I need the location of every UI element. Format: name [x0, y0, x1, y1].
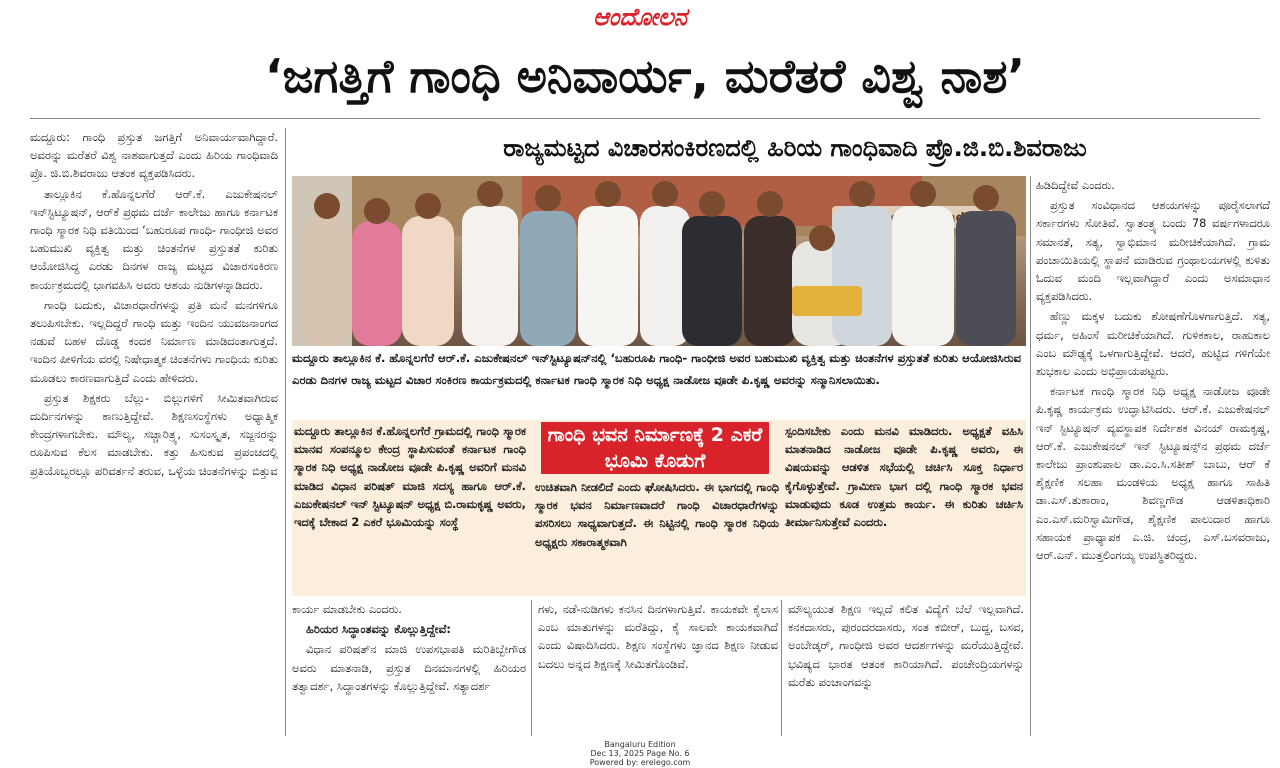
paragraph: ಹಿಡಿದಿದ್ದೇವೆ ಎಂದರು.: [1036, 178, 1115, 192]
column-divider: [285, 128, 286, 736]
paragraph: ಗಳು, ನಡೆ-ನುಡಿಗಳು ಕನಸಿನ ದಿನಗಳಾಗುತ್ತಿವೆ. ಕಾಯಕವೇ ಕೈಲಾಸ ಎಂಬ ಮಾತುಗಳನ್ನು ಮರೆತಿದ್ದು, ಕೈ ಸಾಲವೇ ಕಾಯಕವಾಗಿದೆ ಎಂದು ವಿಷಾದಿಸಿದರು. ಶಿಕ್ಷಣ ಸಂಸ್ಥೆಗಳು ಜ್ಞಾನದ ಶಿಕ್ಷಣ ನೀಡುವ ಬದಲು ಅನ್ನದ ಶಿಕ್ಷಣಕ್ಕೆ ಸೀಮಿತಗೊಂಡಿವೆ.: [538, 602, 778, 671]
headline-divider: [30, 118, 1260, 119]
column-divider: [531, 600, 532, 736]
masthead-logo: ಆಂದೋಲನ: [592, 2, 688, 31]
paragraph: ಕರ್ನಾಟಕ ಗಾಂಧಿ ಸ್ಮಾರಕ ನಿಧಿ ಅಧ್ಯಕ್ಷ ನಾಡೋಜ ವೂಡೇ ಪಿ.ಕೃಷ್ಣ ಕಾರ್ಯಕ್ರಮ ಉದ್ಘಾಟಿಸಿದರು. ಆರ್.ಕೆ. ಎಜುಕೇಷನಲ್ ಇನ್ ಸ್ಟಿಟ್ಯೂಷನ್ ವ್ಯವಸ್ಥಾಪಕ ನಿರ್ದೇಶಕ ವಿನಯ್ ರಾಮಕೃಷ್ಣ, ಆರ್.ಕೆ. ಎಜುಕೇಷನಲ್ ಇನ್ ಸ್ಟಿಟ್ಯೂಷನ್ಸ್‌ನ ಪ್ರಥಮ ದರ್ಜೆ ಕಾಲೇಜು ಪ್ರಾಂಶುಪಾಲ ಡಾ.ಎಂ.ಸಿ.ಸತೀಶ್ ಬಾಬು, ಆರ್ ಕೆ ಶೈಕ್ಷಣಿಕ ಸಲಹಾ ಮಂಡಳಿಯ ಅಧ್ಯಕ್ಷ ಹಾಗೂ ಸಾಹಿತಿ ಡಾ.ಎಸ್.ತುಕಾರಾಂ, ಶಿವಣ್ಣಗೌಡ ಆಡಳಿತಾಧಿಕಾರಿ ಎಂ.ಎಸ್.ಮರಿಸ್ವಾಮಿಗೌಡ, ಶೈಕ್ಷಣಿಕ ಪಾಲುದಾರ ಹಾಗೂ ಸಹಾಯಕ ಪ್ರಾಧ್ಯಾಪಕ ಎ.ಜಿ. ಚಂದ್ರ, ಎಸ್.ಬಸವರಾಜು, ಆರ್.ಎನ್. ಮುತ್ತಲಿಂಗಯ್ಯ ಉಪಸ್ಥಿತರಿದ್ದರು.: [1036, 384, 1270, 563]
article-column-2: [292, 600, 526, 736]
paragraph: ತಾಲ್ಲೂಕಿನ ಕೆ.ಹೊನ್ನಲಗೆರೆ ಆರ್.ಕೆ. ಎಜುಕೇಷನಲ್ ಇನ್‌ಸ್ಟಿಟ್ಯೂಷನ್, ಆರ್‌ಕೆ ಪ್ರಥಮ ದರ್ಜೆ ಕಾಲೇಜು ಹಾಗೂ ಕರ್ನಾಟಕ ಗಾಂಧಿ ಸ್ಮಾರಕ ನಿಧಿ ವತಿಯಿಂದ ‘ಬಹುರೂಪ ಗಾಂಧಿ- ಗಾಂಧೀಜಿ ಅವರ ಬಹುಮುಖಿ ವ್ಯಕ್ತಿತ್ವ ಮತ್ತು ಚಿಂತನೆಗಳ ಪ್ರಸ್ತುತತೆ ಕುರಿತು ಆಯೋಜಿಸಿದ್ದ ಎರಡು ದಿನಗಳ ರಾಜ್ಯ ಮಟ್ಟದ ವಿಚಾರಸಂಕಿರಣ ಕಾರ್ಯಕ್ರಮದಲ್ಲಿ ಭಾಗವಹಿಸಿ ಅವರು ಆಶಯ ನುಡಿಗಳನ್ನಾಡಿದರು.: [30, 186, 278, 292]
subheadline: ರಾಜ್ಯಮಟ್ಟದ ವಿಚಾರಸಂಕಿರಣದಲ್ಲಿ ಹಿರಿಯ ಗಾಂಧಿವಾದಿ ಪ್ರೊ.ಜಿ.ಬಿ.ಶಿವರಾಜು: [503, 134, 1087, 162]
paragraph: ಪ್ರಸ್ತುತ ಸಂವಿಧಾನದ ಆಶಯಗಳನ್ನು ಪೂರೈಸಲಾಗದೆ ಸರ್ಕಾರಗಳು ಸೋತಿವೆ. ಸ್ವಾತಂತ್ರ್ಯ ಬಂದು 78 ವರ್ಷಗಳಾದರೂ ಸಮಾನತೆ, ಸತ್ಯ, ಸ್ವಾಭಿಮಾನ ಮರೀಚಿಕೆಯಾಗಿದೆ. ಗ್ರಾಮ ಪಂಚಾಯಿತಿಯಲ್ಲಿ ಸ್ಥಾಪನೆ ಮಾಡಿರುವ ಗ್ರಂಥಾಲಯಗಳಲ್ಲಿ ಕುಳಿತು ಓದುವ ಮಂದಿ ಇಲ್ಲವಾಗಿದ್ದಾರೆ ಎಂದು ಅಸಮಾಧಾನ ವ್ಯಕ್ತಪಡಿಸಿದರು.: [1036, 198, 1270, 304]
paragraph: ಮದ್ದೂರು: ಗಾಂಧಿ ಪ್ರಸ್ತುತ ಜಗತ್ತಿಗೆ ಅನಿವಾರ್ಯವಾಗಿದ್ದಾರೆ. ಅವರನ್ನು ಮರೆತರೆ ವಿಶ್ವ ನಾಶವಾಗುತ್ತದೆ ಎಂದು ಹಿರಿಯ ಗಾಂಧಿವಾದಿ ಪ್ರೊ. ಜಿ.ಬಿ.ಶಿವರಾಜು ಆತಂಕ ವ್ಯಕ್ತಪಡಿಸಿದರು.: [30, 130, 278, 181]
event-photo: [292, 176, 1026, 346]
paragraph: ಮದ್ದೂರು ತಾಲ್ಲೂಕಿನ ಕೆ.ಹೊನ್ನಲಗೆರೆ ಗ್ರಾಮದಲ್ಲಿ ಗಾಂಧಿ ಸ್ಮಾರಕ ಮಾನವ ಸಂಪನ್ಮೂಲ ಕೇಂದ್ರ ಸ್ಥಾಪಿಸುವಂತೆ ಕರ್ನಾಟಕ ಗಾಂಧಿ ಸ್ಮಾರಕ ನಿಧಿ ಅಧ್ಯಕ್ಷ ನಾಡೋಜ ವೂಡೇ ಪಿ.ಕೃಷ್ಣ ಅವರಿಗೆ ಮನವಿ ಮಾಡಿದ ವಿಧಾನ ಪರಿಷತ್ ಮಾಜಿ ಸದಸ್ಯ ಹಾಗೂ ಆರ್.ಕೆ. ಎಜುಕೇಷನಲ್ ಇನ್ ಸ್ಟಿಟ್ಯೂಷನ್ ಅಧ್ಯಕ್ಷ ಬಿ.ರಾಮಕೃಷ್ಣ ಅವರು, ಇದಕ್ಕೆ ಬೇಕಾದ 2 ಎಕರೆ ಭೂಮಿಯನ್ನು ಸಂಸ್ಥೆ: [294, 424, 526, 530]
photo-caption: ಮದ್ದೂರು ತಾಲ್ಲೂಕಿನ ಕೆ. ಹೊನ್ನಲಗೆರೆ ಆರ್.ಕೆ. ಎಜುಕೇಷನಲ್ ಇನ್‌ಸ್ಟಿಟ್ಯೂಷನ್‌ನಲ್ಲಿ ‘ಬಹುರೂಪಿ ಗಾಂಧಿ- ಗಾಂಧೀಜಿ ಅವರ ಬಹುಮುಖಿ ವ್ಯಕ್ತಿತ್ವ ಮತ್ತು ಚಿಂತನೆಗಳ ಪ್ರಸ್ತುತತೆ ಕುರಿತು ಆಯೋಜಿಸಿರುವ ಎರಡು ದಿನಗಳ ರಾಜ್ಯ ಮಟ್ಟದ ವಿಚಾರ ಸಂಕಿರಣ ಕಾರ್ಯಕ್ರಮದಲ್ಲಿ ಕರ್ನಾಟಕ ಗಾಂಧಿ ಸ್ಮಾರಕ ನಿಧಿ ಅಧ್ಯಕ್ಷ ನಾಡೋಜ ವೂಡೇ ಪಿ.ಕೃಷ್ಣ ಅವರನ್ನು ಸನ್ಮಾನಿಸಲಾಯಿತು.: [292, 351, 1022, 387]
article-column-5: [1036, 176, 1270, 736]
boxed-story-middle-text: [535, 478, 779, 596]
article-column-1: [30, 128, 278, 736]
date-page-label: Dec 13, 2025 Page No. 6: [590, 749, 690, 758]
boxed-story-right-text: [785, 422, 1023, 594]
subheading: ಹಿರಿಯರ ಸಿದ್ಧಾಂತವನ್ನು ಕೊಲ್ಲುತ್ತಿದ್ದೇವೆ:: [306, 622, 451, 637]
edition-label: Bangaluru Edition: [604, 740, 676, 749]
paragraph: ವಿಧಾನ ಪರಿಷತ್‌ನ ಮಾಜಿ ಉಪಸಭಾಪತಿ ಮರಿತಿಬ್ಬೇಗೌಡ ಅವರು ಮಾತನಾಡಿ, ಪ್ರಸ್ತುತ ದಿನಮಾನಗಳಲ್ಲಿ ಹಿರಿಯರ ತತ್ವಾದರ್ಶ, ಸಿದ್ಧಾಂತಗಳನ್ನು ಕೊಲ್ಲುತ್ತಿದ್ದೇವೆ. ಸತ್ಯಾದರ್ಶ: [292, 642, 526, 693]
paragraph: ಮೌಲ್ಯಯುತ ಶಿಕ್ಷಣ ಇಲ್ಲದೆ ಕಲಿತ ವಿದ್ಯೆಗೆ ಬೆಲೆ ಇಲ್ಲವಾಗಿದೆ. ಕನಕದಾಸರು, ಪುರಂದರದಾಸರು, ಸಂತ ಕಬೀರ್, ಬುದ್ಧ, ಬಸವ, ಅಂಬೇಡ್ಕರ್, ಗಾಂಧೀಜಿ ಅವರ ಆದರ್ಶಗಳನ್ನು ಮರೆಯುತ್ತಿದ್ದೇವೆ. ಭವಿಷ್ಯದ ಭಾರತ ಆತಂಕ ಕಾರಿಯಾಗಿದೆ. ಪಂಚೇಂದ್ರಿಯಗಳನ್ನು ಮರೆತು ಪಂಚಾಂಗವನ್ನು: [788, 602, 1024, 689]
paragraph: ಕಾರ್ಯ ಮಾಡಬೇಕು ಎಂದರು.: [292, 602, 402, 616]
headline: ‘ಜಗತ್ತಿಗೆ ಗಾಂಧಿ ಅನಿವಾರ್ಯ, ಮರೆತರೆ ವಿಶ್ವ ನಾಶ’: [265, 49, 1025, 103]
paragraph: ಉಚಿತವಾಗಿ ನೀಡಲಿದೆ ಎಂದು ಘೋಷಿಸಿದರು. ಈ ಭಾಗದಲ್ಲಿ ಗಾಂಧಿ ಸ್ಮಾರಕ ಭವನ ನಿರ್ಮಾಣವಾದರೆ ಗಾಂಧಿ ವಿಚಾರಧಾರೆಗಳನ್ನು ಪಸರಿಸಲು ಸಾಧ್ಯವಾಗುತ್ತದೆ. ಈ ನಿಟ್ಟಿನಲ್ಲಿ ಗಾಂಧಿ ಸ್ಮಾರಕ ನಿಧಿಯ ಅಧ್ಯಕ್ಷರು ಸಕಾರಾತ್ಮಕವಾಗಿ: [535, 480, 779, 549]
column-divider: [1030, 176, 1031, 736]
column-divider: [781, 600, 782, 736]
paragraph: ಪ್ರಸ್ತುತ ಶಿಕ್ಷಕರು ಬೆಲ್ಲು- ಬಿಲ್ಲುಗಳಿಗೆ ಸೀಮಿತವಾಗಿರುವ ದುರ್ದಿನಗಳನ್ನು ಕಾಣುತ್ತಿದ್ದೇವೆ. ಶಿಕ್ಷಣಸಂಸ್ಥೆಗಳು ಅಧ್ಯಾತ್ಮಿಕ ಕೇಂದ್ರಗಳಾಗಬೇಕು. ಮೌಲ್ಯ, ಸಚ್ಚಾರಿತ್ರ್ಯ, ಸುಸಂಸ್ಕೃತ, ಸಜ್ಜನರನ್ನು ರೂಪಿಸುವ ಕೆಲಸ ಮಾಡಬೇಕು. ಕತ್ತು ಹಿಸುಕುವ ಪ್ರಪಂಚದಲ್ಲಿ ಪ್ರತಿಯೊಬ್ಬರಲ್ಲೂ ಪರಿವರ್ತನೆ ತರುವ, ಒಳ್ಳೆಯ ಚಿಂತನೆಗಳನ್ನು ಬಿತ್ತುವ: [30, 390, 278, 478]
paragraph: ಗಾಂಧಿ ಬದುಕು, ವಿಚಾರಧಾರೆಗಳನ್ನು ಪ್ರತಿ ಮನೆ ಮನಗಳಿಗೂ ತಲುಪಿಸಬೇಕು. ಇಲ್ಲದಿದ್ದರೆ ಗಾಂಧಿ ಮತ್ತು ಇಂದಿನ ಯುವಜನಾಂಗದ ನಡುವೆ ಬಹಳ ದೊಡ್ಡ ಕಂದಕ ನಿರ್ಮಾಣ ಮಾಡಿದಂತಾಗುತ್ತದೆ. ಇಂದಿನ ಪೀಳಿಗೆಯ ವರಲ್ಲಿ ನಿಷೇಧಾತ್ಮಕ ಚಿಂತನೆಗಳು ಗಾಂಧಿಯ ಕುರಿತು ಮೂಡಲು ಕಾರಣವಾಗುತ್ತಿದೆ ಎಂದು ಹೇಳಿದರು.: [30, 297, 278, 385]
paragraph: ಹೆಣ್ಣು ಮಕ್ಕಳ ಬದುಕು ಶೋಷಣೆಗೊಳಗಾಗುತ್ತಿದೆ. ಸತ್ಯ, ಧರ್ಮ, ಅಹಿಂಸೆ ಮರೀಚಿಕೆಯಾಗಿದೆ. ಗುಳಿಕಕಾಲ, ರಾಹುಕಾಲ ಎಂಬ ಮೌಢ್ಯಕ್ಕೆ ಒಳಗಾಗುತ್ತಿದ್ದೇವೆ. ಆದರೆ, ಹುಟ್ಟಿದ ಗಳಿಗೆಯೇ ಶುಭಕಾಲ ಎಂದು ಅಭಿಪ್ರಾಯಪಟ್ಟರು.: [1036, 309, 1270, 379]
boxed-story-left-text: [294, 422, 526, 594]
felicitation-photo-illustration: [292, 176, 1026, 346]
powered-by-link[interactable]: Powered by: erelego.com: [589, 758, 691, 767]
article-column-4: [788, 600, 1024, 736]
boxed-story-title: ಗಾಂಧಿ ಭವನ ನಿರ್ಮಾಣಕ್ಕೆ 2 ಎಕರೆ ಭೂಮಿ ಕೊಡುಗೆ: [541, 422, 769, 474]
page-footer: [560, 740, 720, 768]
paragraph: ಸ್ಪಂದಿಸಬೇಕು ಎಂದು ಮನವಿ ಮಾಡಿದರು. ಅಧ್ಯಕ್ಷತೆ ವಹಿಸಿ ಮಾತನಾಡಿದ ನಾಡೋಜ ವೂಡೇ ಪಿ.ಕೃಷ್ಣ ಅವರು, ಈ ವಿಷಯವನ್ನು ಆಡಳಿತ ಸಭೆಯಲ್ಲಿ ಚರ್ಚಿಸಿ ಸೂಕ್ತ ನಿರ್ಧಾರ ಕೈಗೊಳ್ಳುತ್ತೇವೆ. ಗ್ರಾಮೀಣ ಭಾಗ ದಲ್ಲಿ ಗಾಂಧಿ ಸ್ಮಾರಕ ಭವನ ಮಾಡುವುದು ಕೂಡ ಉತ್ತಮ ಕಾರ್ಯ. ಈ ಕುರಿತು ಚರ್ಚಿಸಿ ತೀರ್ಮಾನಿಸುತ್ತೇವೆ ಎಂದರು.: [785, 424, 1023, 530]
article-column-3: [538, 600, 778, 736]
